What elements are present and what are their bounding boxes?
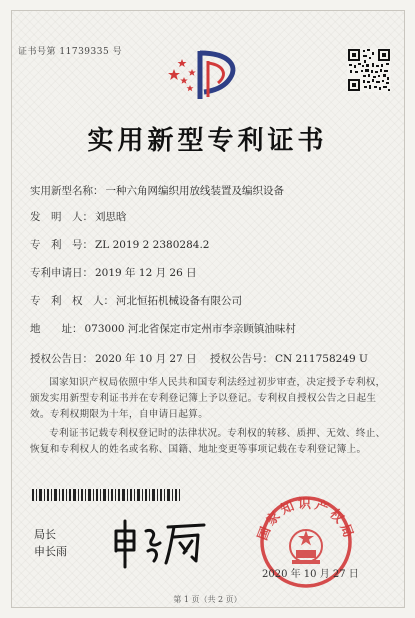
paragraph-legal-status: 专利证书记载专利权登记时的法律状况。专利权的转移、质押、无效、终止、恢复和专利权人的姓名或名称、国籍、地址变更等事项记载在专利登记簿上。 bbox=[30, 428, 386, 455]
field-label: 实用新型名称： bbox=[30, 185, 104, 197]
field-label: 地 址： bbox=[30, 323, 83, 335]
field-inventor bbox=[30, 209, 127, 224]
svg-text:国家知识产权局: 国家知识产权局 bbox=[255, 497, 357, 543]
field-label: 专 利 号： bbox=[30, 239, 93, 251]
signature-title: 局长 bbox=[34, 528, 56, 541]
field-application-date bbox=[30, 265, 197, 280]
field-value: 073000 河北省保定市定州市李亲顾镇油味村 bbox=[84, 323, 296, 335]
field-value: 2019 年 12 月 26 日 bbox=[95, 267, 197, 279]
announcement-number: CN 211758249 U bbox=[275, 353, 368, 365]
cnipa-logo-icon bbox=[168, 47, 248, 103]
field-value: 刘思晗 bbox=[95, 211, 127, 223]
field-value: 一种六角网编织用放线装置及编织设备 bbox=[105, 185, 284, 197]
field-label: 专利申请日： bbox=[30, 267, 93, 279]
signature-name: 申长雨 bbox=[34, 545, 67, 558]
paragraph-grant: 国家知识产权局依照中华人民共和国专利法经过初步审查，决定授予专利权，颁发实用新型专利证书并在专利登记簿上予以登记。专利权自授权公告之日起生效。专利权期限为十年，自申请日起算。 bbox=[30, 377, 386, 420]
field-label: 专 利 权 人： bbox=[30, 295, 114, 307]
field-label: 发 明 人： bbox=[30, 211, 93, 223]
field-patent-number bbox=[30, 237, 209, 252]
field-utility-model-name bbox=[30, 183, 284, 198]
field-address bbox=[30, 321, 296, 336]
certificate-number bbox=[18, 44, 122, 57]
page-footer: 第 1 页（共 2 页） bbox=[173, 595, 242, 604]
field-patentee bbox=[30, 293, 242, 308]
certificate-number-value: 11739335 bbox=[59, 47, 110, 57]
handwritten-signature-icon bbox=[108, 517, 208, 569]
announcement-date: 2020 年 10 月 27 日 bbox=[95, 353, 197, 365]
seal-date: 2020 年 10 月 27 日 bbox=[262, 569, 359, 580]
announcement-number-row bbox=[210, 351, 368, 366]
qr-code-icon bbox=[347, 48, 391, 92]
field-value: 河北恒拓机械设备有限公司 bbox=[116, 295, 242, 307]
certificate-number-label: 证书号第 bbox=[18, 47, 57, 57]
certificate-title: 实用新型专利证书 bbox=[87, 126, 328, 156]
announcement-row bbox=[30, 351, 197, 366]
announcement-date-label: 授权公告日： bbox=[30, 353, 93, 365]
field-value: ZL 2019 2 2380284.2 bbox=[95, 239, 210, 251]
certificate-number-suffix: 号 bbox=[112, 47, 123, 57]
announcement-number-label: 授权公告号： bbox=[210, 353, 273, 365]
barcode-icon bbox=[32, 489, 180, 501]
